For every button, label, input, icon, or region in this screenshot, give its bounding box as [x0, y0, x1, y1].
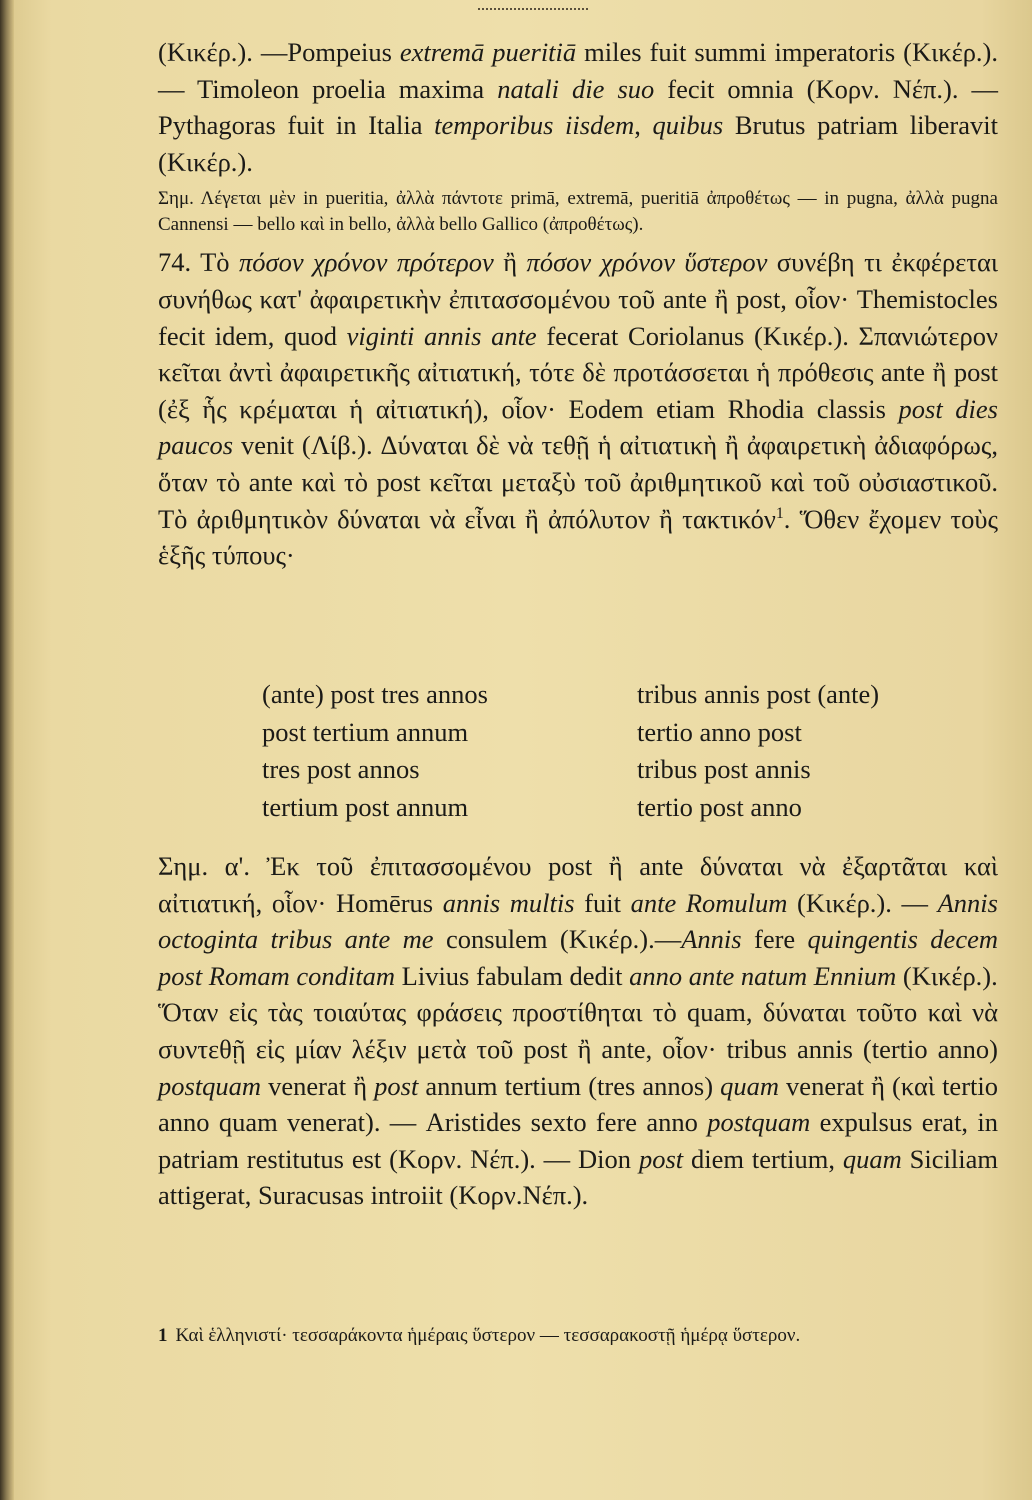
- italic-run: natali die suo: [497, 73, 655, 104]
- text-run: Ὅταν εἰς τὰς τοιαύτας φράσεις προστίθηται τὸ quam, δύναται τοῦτο καὶ νὰ συντεθῇ εἰς μίαν λέξιν μετὰ τοῦ post ἢ ante, οἷον· tribus annis (tertio anno): [158, 997, 998, 1064]
- text-run: annum tertium (tres annos): [418, 1070, 721, 1101]
- paradigm-left: (ante) post tres annos: [262, 679, 488, 709]
- text-run: Brutus patriam liberavit (Κικέρ.).: [158, 110, 998, 177]
- italic-run: quingentis decem post Romam conditam: [158, 924, 998, 991]
- paradigm-right: tertio post anno: [637, 791, 802, 822]
- italic-run: viginti annis ante: [346, 320, 537, 351]
- paragraph-quam: [158, 994, 998, 1214]
- text-run: expulsus erat, in patriam restitutus est (Κορν. Νέπ.). — Dion: [158, 1107, 998, 1174]
- italic-run: quibus: [652, 110, 724, 141]
- text-run: ,: [634, 110, 653, 141]
- italic-run: πόσον χρόνον πρότερον: [238, 247, 494, 278]
- italic-run: ante Romulum: [630, 887, 788, 918]
- text-run: (Κικέρ.). —: [787, 887, 938, 918]
- italic-run: πόσον χρόνον ὕστερον: [526, 247, 768, 278]
- text-run: Σημ. α'. Ἐκ τοῦ ἐπιτασσομένου post ἢ ante δύναται νὰ ἐξαρτᾶται καὶ αἰτιατική, οἷον· Homērus: [158, 851, 998, 918]
- paradigm-row: [262, 676, 982, 714]
- italic-run: extremā pueritiā: [399, 37, 577, 67]
- italic-run: post: [638, 1143, 684, 1174]
- paradigm-row: [262, 789, 982, 827]
- text-run: fere: [741, 924, 808, 955]
- italic-run: annis multis: [442, 887, 575, 918]
- text-run: Livius fabulam dedit: [395, 960, 630, 991]
- text-run: consulem (Κικέρ.).—: [433, 924, 682, 955]
- italic-run: anno ante natum Ennium: [629, 960, 897, 991]
- text-run: venerat ἢ (καὶ tertio anno quam venerat). — Aristides sexto fere anno: [158, 1070, 998, 1138]
- note-pueritia: Σημ. Λέγεται μὲν in pueritia, ἀλλὰ πάντοτε primā, extremā, pueritiā ἀπροθέτως — in pugna, ἀλλὰ pugna Cannensi — bello καὶ in bello, ἀλλὰ bello Gallico (ἀπροθέτως).: [158, 188, 998, 236]
- footnote-mark: 1: [158, 1325, 168, 1346]
- paragraph-74: [158, 244, 998, 573]
- italic-run: quam: [842, 1143, 902, 1174]
- italic-run: temporibus iisdem: [434, 110, 635, 141]
- section-number: 74.: [158, 247, 192, 278]
- italic-run: postquam: [158, 1070, 262, 1101]
- paradigm-right: tribus annis post (ante): [637, 679, 880, 709]
- footnote: [158, 1318, 998, 1354]
- paragraph-examples: [158, 34, 998, 180]
- text-run: venit (Λίβ.). Δύναται δὲ νὰ τεθῇ ἡ αἰτιατικὴ ἢ ἀφαιρετικὴ ἀδιαφόρως, ὅταν τὸ ante καὶ τὸ post κεῖται μεταξὺ τοῦ ἀριθμητικοῦ καὶ τοῦ οὐσιαστικοῦ. Τὸ ἀριθμητικὸν δύναται νὰ εἶναι ἢ ἀπόλυτον ἢ τακτικόν: [158, 430, 998, 534]
- footnote-ref: 1: [775, 504, 784, 522]
- text-run: fuit: [574, 887, 631, 918]
- italic-run: Annis: [681, 924, 742, 955]
- text-run: . Ὅθεν ἔχομεν τοὺς ἑξῆς τύπους·: [158, 503, 998, 571]
- note-alpha: [158, 848, 998, 994]
- paradigm-left: tres post annos: [262, 754, 420, 784]
- text-run: Τὸ: [191, 247, 239, 278]
- paradigm-left: post tertium annum: [262, 716, 469, 747]
- paradigm-right: tertio anno post: [637, 716, 802, 747]
- text-run: venerat ἢ: [261, 1070, 375, 1101]
- text-run: (Κικέρ.). —Pompeius: [158, 37, 400, 67]
- second-text-block: [158, 848, 998, 1214]
- text-run: fecit omnia (Κορν. Νέπ.). —Pythagoras fuit in Italia: [158, 73, 999, 141]
- top-dotted-rule: [478, 8, 588, 10]
- text-run: ἢ: [493, 247, 527, 278]
- text-run: fecerat Coriolanus (Κικέρ.). Σπανιώτερον κεῖται ἀντὶ ἀφαιρετικῆς αἰτιατική, τότε δὲ προτάσσεται ἡ πρόθεσις ante ἢ post (ἐξ ἧς κρέμαται ἡ αἰτιατική), οἷον· Eodem etiam Rhodia classis: [158, 320, 998, 424]
- paradigm-left: tertium post annum: [262, 791, 469, 822]
- paradigm-right: tribus post annis: [637, 754, 811, 784]
- italic-run: postquam: [707, 1107, 811, 1138]
- text-run: miles fuit summi imperatoris (Κικέρ.). — Timoleon proelia maxima: [158, 37, 998, 104]
- paradigm-row: [262, 751, 982, 789]
- main-text-block: [158, 34, 998, 574]
- text-run: συνέβη τι ἐκφέρεται συνήθως κατ' ἀφαιρετικὴν ἐπιτασσομένου τοῦ ante ἢ post, οἷον· Themistocles fecit idem, quod: [158, 247, 998, 351]
- paradigm-table: [262, 676, 982, 826]
- text-run: diem tertium,: [683, 1143, 843, 1174]
- italic-run: post: [374, 1070, 419, 1101]
- italic-run: quam: [720, 1070, 779, 1101]
- italic-run: post dies paucos: [158, 393, 998, 461]
- text-run: (Κικέρ.).: [896, 960, 998, 991]
- italic-run: Annis octoginta tribus ante me: [158, 887, 998, 955]
- footnote-text: Καὶ ἑλληνιστί· τεσσαράκοντα ἡμέραις ὕστερον — τεσσαρακοστῇ ἡμέρᾳ ὕστερον.: [175, 1325, 801, 1346]
- page-binding-edge: [0, 0, 14, 1500]
- text-run: Siciliam attigerat, Suracusas introiit (Κορν.Νέπ.).: [158, 1143, 998, 1211]
- paradigm-row: [262, 714, 982, 752]
